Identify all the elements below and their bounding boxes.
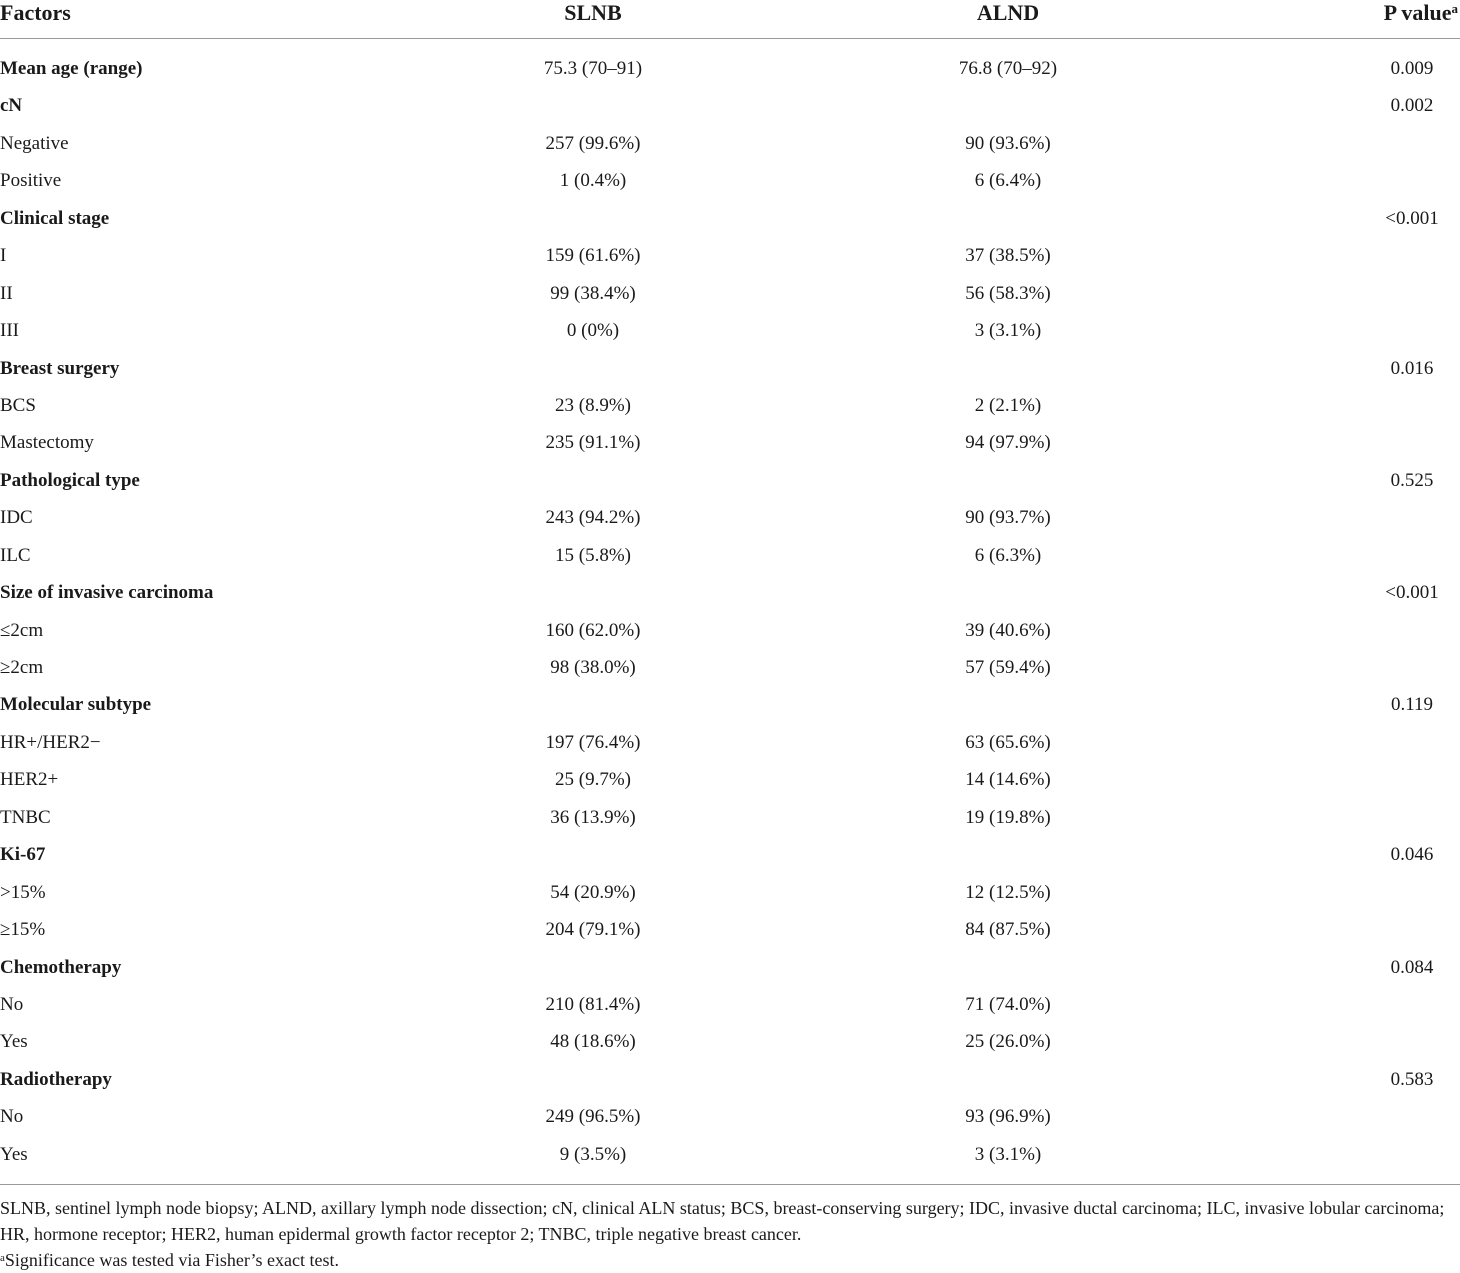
table-row <box>0 424 1460 461</box>
table-row-category <box>0 462 1460 499</box>
cell-pvalue: 0.084 <box>1390 956 1434 978</box>
table-row-category <box>0 1061 1460 1098</box>
table-row <box>0 1098 1460 1135</box>
cell-slnb: 235 (91.1%) <box>545 432 641 454</box>
cell-slnb: 0 (0%) <box>566 320 620 342</box>
cell-alnd: 90 (93.6%) <box>965 132 1051 154</box>
cell-alnd: 2 (2.1%) <box>974 394 1042 416</box>
table-row <box>0 761 1460 798</box>
cell-slnb: 9 (3.5%) <box>559 1143 627 1165</box>
cell-slnb: 54 (20.9%) <box>550 881 636 903</box>
table-row <box>0 237 1460 274</box>
cell-alnd: 76.8 (70–92) <box>958 58 1058 79</box>
cell-alnd: 39 (40.6%) <box>965 619 1051 641</box>
table-row-category <box>0 574 1460 611</box>
table-row <box>0 125 1460 162</box>
cell-factor: No <box>0 993 24 1015</box>
header-pvalue-label: P value <box>1383 0 1452 25</box>
cell-factor: III <box>0 320 19 342</box>
table-row-category <box>0 87 1460 124</box>
cell-factor: I <box>0 245 7 267</box>
table-row <box>0 499 1460 536</box>
cell-alnd: 3 (3.1%) <box>974 320 1042 342</box>
cell-factor: Ki-67 <box>0 844 46 866</box>
cell-slnb: 25 (9.7%) <box>555 769 631 791</box>
cell-alnd: 71 (74.0%) <box>965 993 1051 1015</box>
cell-factor: Radiotherapy <box>0 1068 112 1090</box>
cell-slnb: 204 (79.1%) <box>545 919 641 941</box>
cell-factor: HER2+ <box>0 769 59 791</box>
cell-pvalue: <0.001 <box>1385 207 1439 229</box>
cell-alnd: 57 (59.4%) <box>965 657 1051 678</box>
cell-factor: Yes <box>0 1031 28 1053</box>
cell-slnb: 99 (38.4%) <box>550 282 636 304</box>
cell-slnb: 243 (94.2%) <box>545 507 641 529</box>
cell-alnd: 63 (65.6%) <box>965 731 1051 753</box>
cell-alnd: 19 (19.8%) <box>965 806 1051 828</box>
cell-alnd: 93 (96.9%) <box>965 1106 1051 1128</box>
cell-factor: ≥2cm <box>0 657 44 678</box>
table-row <box>0 1023 1460 1060</box>
cell-slnb: 210 (81.4%) <box>545 993 641 1015</box>
header-pvalue-footnote-marker: a <box>1451 1 1458 16</box>
footnote-significance <box>0 1247 1460 1273</box>
cell-alnd: 3 (3.1%) <box>974 1143 1042 1165</box>
cell-alnd: 94 (97.9%) <box>965 432 1051 454</box>
cell-alnd: 90 (93.7%) <box>965 507 1051 529</box>
table-row <box>0 911 1460 948</box>
cell-alnd: 6 (6.4%) <box>974 170 1042 192</box>
cell-slnb: 1 (0.4%) <box>559 170 627 192</box>
cell-factor: No <box>0 1106 24 1128</box>
cell-alnd: 12 (12.5%) <box>965 881 1051 903</box>
cell-factor: Size of invasive carcinoma <box>0 582 214 604</box>
table-row <box>0 312 1460 349</box>
cell-factor: ILC <box>0 544 31 566</box>
cell-slnb: 98 (38.0%) <box>550 657 636 678</box>
table-row <box>0 874 1460 911</box>
cell-alnd: 25 (26.0%) <box>965 1031 1051 1053</box>
table-header <box>0 0 1460 39</box>
cell-factor: BCS <box>0 394 36 416</box>
cell-pvalue: 0.583 <box>1390 1068 1434 1090</box>
table-row-category <box>0 686 1460 723</box>
cell-alnd: 56 (58.3%) <box>965 282 1051 304</box>
cell-factor: ≤2cm <box>0 619 44 641</box>
cell-factor: Clinical stage <box>0 207 110 229</box>
cell-alnd: 37 (38.5%) <box>965 245 1051 267</box>
cell-factor: cN <box>0 95 23 117</box>
cell-slnb: 23 (8.9%) <box>555 394 631 416</box>
cell-pvalue: 0.002 <box>1390 95 1434 117</box>
table-row-category <box>0 836 1460 873</box>
footnote-marker: a <box>0 1252 5 1264</box>
cell-factor: Chemotherapy <box>0 956 122 978</box>
table-row <box>0 799 1460 836</box>
cell-factor: ≥15% <box>0 919 46 941</box>
header-pvalue <box>1384 0 1458 26</box>
cell-factor: Molecular subtype <box>0 694 152 716</box>
table-row <box>0 612 1460 649</box>
cell-factor: Positive <box>0 170 62 192</box>
cell-slnb: 160 (62.0%) <box>545 619 641 641</box>
cell-pvalue: 0.009 <box>1390 58 1434 79</box>
cell-pvalue: <0.001 <box>1385 582 1439 604</box>
cell-slnb: 75.3 (70–91) <box>543 58 643 79</box>
header-slnb: SLNB <box>564 0 622 25</box>
table-row <box>0 537 1460 574</box>
cell-slnb: 197 (76.4%) <box>545 731 641 753</box>
table-row <box>0 387 1460 424</box>
table-row-category <box>0 949 1460 986</box>
header-alnd: ALND <box>976 0 1040 25</box>
cell-factor: >15% <box>0 881 46 903</box>
footnote-abbreviations: SLNB, sentinel lymph node biopsy; ALND, axillary lymph node dissection; cN, clinical ALN status; BCS, breast-conserving surgery; IDC, invasive ductal carcinoma; ILC, invasive lobular carcinoma; HR, hormone receptor; HER2, human epidermal growth factor receptor 2; TNBC, triple negative breast cancer. <box>0 1198 1445 1244</box>
cell-slnb: 15 (5.8%) <box>555 544 631 566</box>
footnote-significance-text: Significance was tested via Fisher’s exact test. <box>4 1250 339 1270</box>
cell-slnb: 257 (99.6%) <box>545 132 641 154</box>
table-row <box>0 162 1460 199</box>
cell-slnb: 159 (61.6%) <box>545 245 641 267</box>
cell-factor: Negative <box>0 132 69 154</box>
cell-alnd: 84 (87.5%) <box>965 919 1051 941</box>
cell-pvalue: 0.119 <box>1390 694 1434 716</box>
cell-factor: HR+/HER2− <box>0 731 101 753</box>
cell-slnb: 249 (96.5%) <box>545 1106 641 1128</box>
table-row <box>0 986 1460 1023</box>
cell-factor: Mean age (range) <box>0 58 143 79</box>
table-row-category <box>0 50 1460 87</box>
cell-factor: Mastectomy <box>0 432 94 454</box>
cell-factor: IDC <box>0 507 33 529</box>
table-footnotes <box>0 1195 1460 1273</box>
table-row <box>0 1136 1460 1173</box>
cell-factor: Pathological type <box>0 469 140 491</box>
cell-factor: Breast surgery <box>0 357 120 379</box>
cell-alnd: 14 (14.6%) <box>965 769 1051 791</box>
cell-alnd: 6 (6.3%) <box>974 544 1042 566</box>
cell-slnb: 48 (18.6%) <box>550 1031 636 1053</box>
table-row <box>0 724 1460 761</box>
cell-pvalue: 0.046 <box>1390 844 1434 866</box>
cell-slnb: 36 (13.9%) <box>550 806 636 828</box>
cell-pvalue: 0.016 <box>1390 357 1434 379</box>
header-factors: Factors <box>0 0 71 25</box>
cell-factor: TNBC <box>0 806 51 828</box>
cell-pvalue: 0.525 <box>1390 469 1434 491</box>
table-row <box>0 275 1460 312</box>
table-row-category <box>0 200 1460 237</box>
table-body <box>0 50 1460 1173</box>
table-bottom-rule <box>0 1184 1460 1185</box>
table-row-category <box>0 350 1460 387</box>
cell-factor: II <box>0 282 13 304</box>
table-row <box>0 649 1460 686</box>
cell-factor: Yes <box>0 1143 28 1165</box>
